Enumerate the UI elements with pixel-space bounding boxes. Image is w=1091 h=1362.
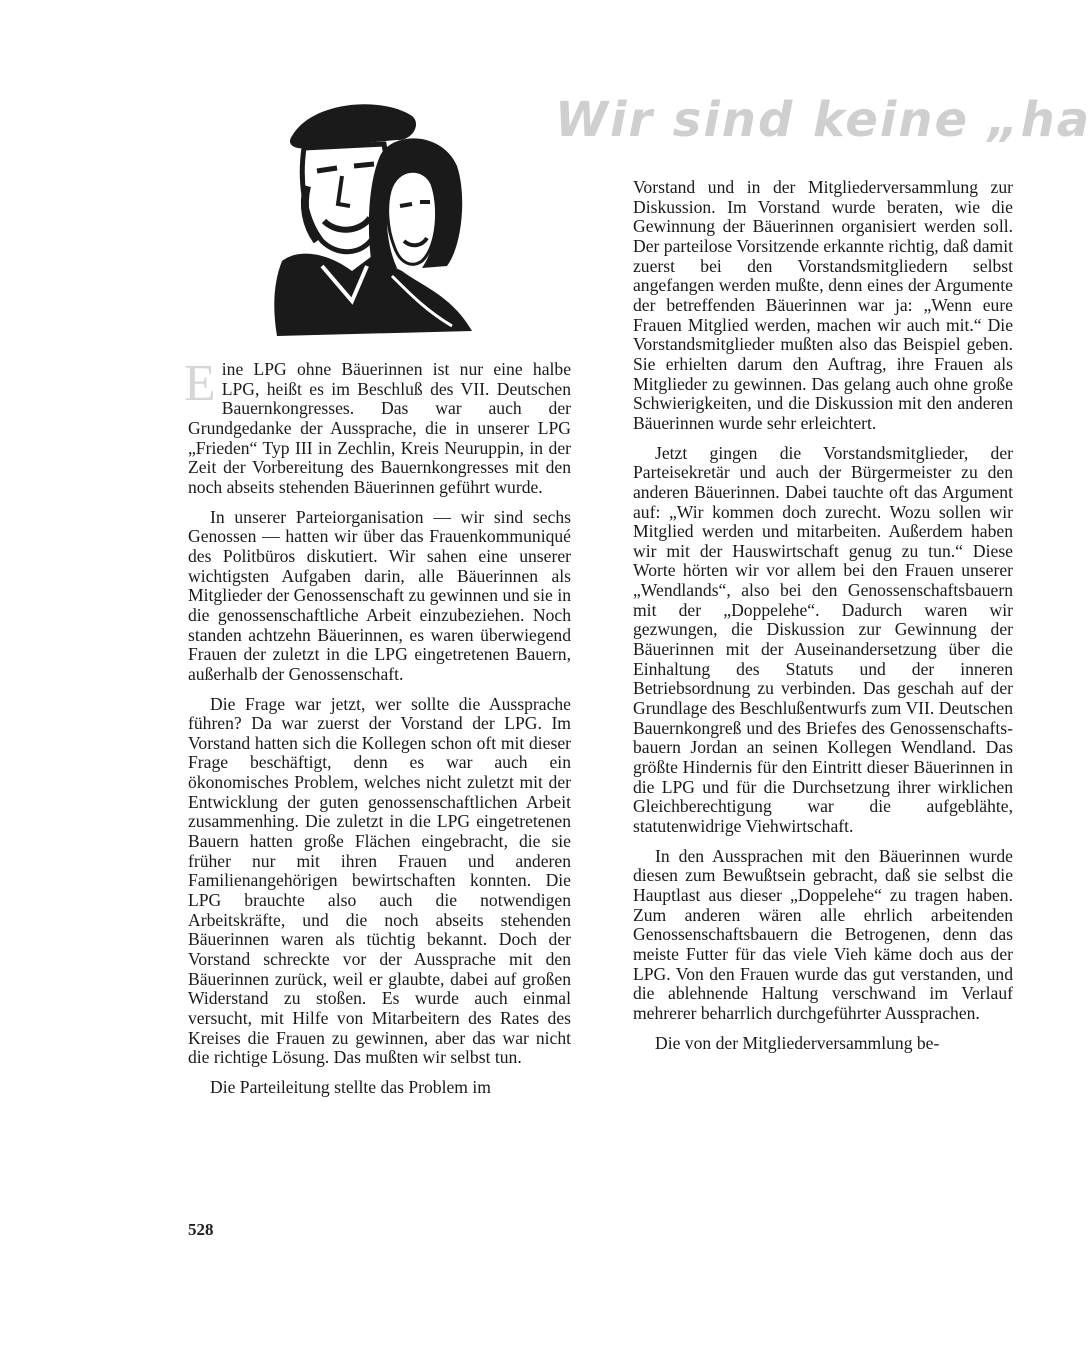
farmer-couple-woodcut-icon [262, 96, 484, 340]
paragraph-text: ine LPG ohne Bäuerinnen ist nur eine halbe LPG, heißt es im Beschluß des VII. Deutschen Bauernkongresses. Das war auch der Grundgedanke der Aussprache, die in unserer LPG „Frieden“ Typ III in Zechlin, Kreis Neuruppin, in der Zeit der Vorbereitung des Bauernkongresses mit den noch abseits stehenden Bäuerinnen geführt wurde. [188, 359, 571, 497]
paragraph: Die Frage war jetzt, wer sollte die Aussprache führen? Da war zuerst der Vorstand der LPG. Im Vorstand hatten sich die Kollegen schon oft mit dieser Frage beschäftigt, denn es war auch ein ökonomisches Problem, welches nicht zuletzt mit der Entwicklung der guten genossenschaftlichen Arbeit zusammenhing. Die zuletzt in die LPG eingetretenen Bauern hatten große Flächen eingebracht, die sie früher nur mit ihren Frauen und anderen Familienangehörigen bewirtschaften konnten. Die LPG brauchte also auch die notwendigen Arbeitskräfte, und die noch abseits stehenden Bäuerinnen waren als tüchtig bekannt. Doch der Vorstand schreckte vor der Aussprache mit den Bäuerinnen zurück, weil er glaubte, dabei auf großen Widerstand zu stoßen. Es wurde auch einmal versucht, mit Hilfe von Mitarbeitern des Rates des Kreises die Frauen zu gewinnen, aber das war nicht die richtige Lösung. Das mußten wir selbst tun. [188, 693, 571, 1068]
right-text-column [633, 178, 1013, 1053]
paragraph [184, 355, 571, 498]
paragraph: In unserer Parteiorganisation — wir sind sechs Genossen — hatten wir über das Frauenkommuniqué des Politbüros diskutiert. Wir sahen eine unserer wichtigsten Aufgaben darin, alle Bäuerinnen als Mitglieder der Genossenschaft zu gewinnen und sie in die genossenschaftliche Arbeit einzubeziehen. Noch standen achtzehn Bäuerinnen, es waren überwiegend Frauen der zuletzt in die LPG eingetretenen Bauern, außerhalb der Genossenschaft. [188, 506, 571, 684]
left-text-column [184, 355, 571, 1098]
paragraph: Vorstand und in der Mitgliederversammlung zur Diskussion. Im Vorstand wurde beraten, wie die Gewinnung der Bäuerinnen organisiert werden soll. Der parteilose Vorsitzende erkannte richtig, daß damit zuerst bei den Vorstandsmitgliedern selbst angefangen werden mußte, denn eines der Argumente der betreffenden Bäuerinnen war ja: „Wenn eure Frauen Mitglied werden, machen wir auch mit.“ Die Vorstandsmitglieder mußten also das Beispiel geben. Sie erhielten darum den Auftrag, ihre Frauen als Mitglieder zu gewinnen. Das gelang auch ohne große Schwierigkeiten, und die Diskussion mit den anderen Bäuerinnen wurde sehr erleichtert. [633, 177, 1013, 433]
paragraph: In den Aussprachen mit den Bäuerinnen wurde diesen zum Bewußtsein gebracht, daß sie selbst die Hauptlast aus dieser „Doppelehe“ zu tragen haben. Zum anderen wären alle ehrlich arbeitenden Genossenschaftsbauern die Betrogenen, denn das meiste Futter für das viele Vieh käme doch aus der LPG. Von den Frauen wurde das gut verstanden, und die ablehnende Haltung verschwand im Verlauf mehrerer beharrlich durchgeführter Aussprachen. [633, 845, 1013, 1023]
drop-cap: E [184, 355, 216, 412]
article-headline: Wir sind keine „ha [555, 92, 1091, 148]
paragraph: Die von der Mitgliederversammlung be- [655, 1032, 940, 1053]
paragraph: Die Parteileitung stellte das Problem im [210, 1076, 491, 1097]
paragraph: Jetzt gingen die Vorstandsmitglieder, der Parteisekretär und auch der Bürgermeister zu den anderen Bäuerinnen. Dabei tauchte oft das Argument auf: „Wir kommen doch zurecht. Wozu sollen wir Mitglied werden und mitarbeiten. Außerdem haben wir mit der Hauswirtschaft genug zu tun.“ Diese Worte hörten wir vor allem bei den Frauen unserer „Wendlands“, also bei den Genossenschaftsbauern mit der „Doppelehe“. Dadurch waren wir gezwungen, die Diskussion zur Gewinnung der Bäuerinnen mit der Auseinandersetzung über die Einhaltung des Statuts und der inneren Betriebsordnung zu verbinden. Das geschah auf der Grundlage des Beschlußentwurfs zum VII. Deutschen Bauernkongreß und des Briefes des Genossenschaftsbauern Jordan an seinen Kollegen Wendland. Das größte Hindernis für den Eintritt dieser Bäuerinnen in die LPG und für die Durchsetzung ihrer wirklichen Gleichberechtigung war die aufgeblähte, statutenwidrige Viehwirtschaft. [633, 442, 1013, 836]
page-number: 528 [188, 1220, 214, 1239]
